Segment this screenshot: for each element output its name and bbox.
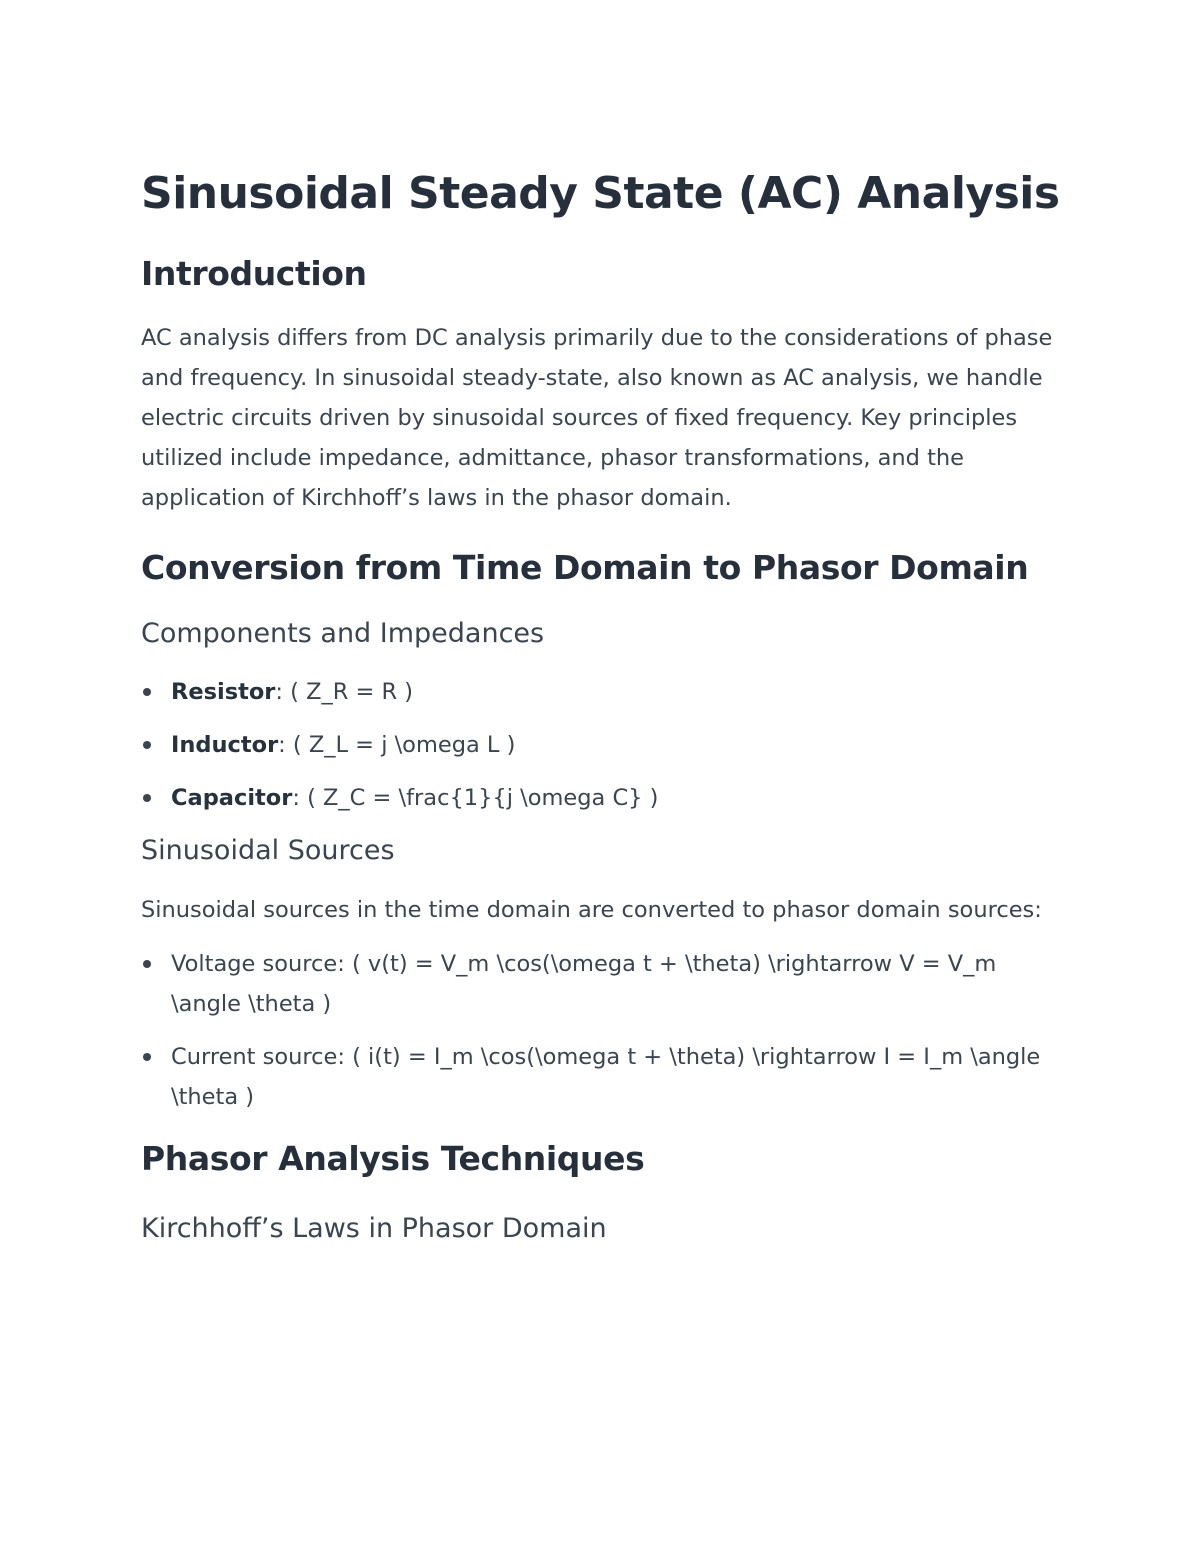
item-text: : ( Z_R = R ) bbox=[275, 679, 414, 705]
introduction-heading: Introduction bbox=[141, 254, 367, 293]
item-text: : ( Z_C = \frac{1}{j \omega C} ) bbox=[292, 785, 659, 811]
sources-heading: Sinusoidal Sources bbox=[141, 835, 395, 866]
item-label: Resistor bbox=[171, 679, 276, 705]
list-item: Current source: ( i(t) = I_m \cos(\omega t + \theta) \rightarrow I = I_m \angle \theta ) bbox=[141, 1037, 1071, 1117]
list-item bbox=[141, 672, 1071, 712]
page-title: Sinusoidal Steady State (AC) Analysis bbox=[141, 168, 1060, 219]
document-page bbox=[141, 160, 1071, 1249]
list-item: Voltage source: ( v(t) = V_m \cos(\omega t + \theta) \rightarrow V = V_m \angle \theta ) bbox=[141, 944, 1071, 1024]
introduction-paragraph: AC analysis differs from DC analysis primarily due to the considerations of phase and frequency. In sinusoidal steady-state, also known as AC analysis, we handle electric circuits driven by sinusoidal sources of fixed frequency. Key principles utilized include impedance, admittance, phasor transformations, and the application of Kirchhoff’s laws in the phasor domain. bbox=[141, 325, 1053, 511]
item-label: Inductor bbox=[171, 732, 279, 758]
item-text: : ( Z_L = j \omega L ) bbox=[278, 732, 516, 758]
components-heading: Components and Impedances bbox=[141, 618, 545, 649]
components-list bbox=[141, 672, 1071, 818]
sources-paragraph: Sinusoidal sources in the time domain are converted to phasor domain sources: bbox=[141, 897, 1042, 923]
kirchhoff-heading: Kirchhoff’s Laws in Phasor Domain bbox=[141, 1213, 607, 1244]
techniques-heading: Phasor Analysis Techniques bbox=[141, 1139, 645, 1178]
conversion-heading: Conversion from Time Domain to Phasor Domain bbox=[141, 548, 1029, 587]
list-item bbox=[141, 778, 1071, 818]
item-label: Capacitor bbox=[171, 785, 293, 811]
sources-list bbox=[141, 944, 1071, 1117]
list-item bbox=[141, 725, 1071, 765]
